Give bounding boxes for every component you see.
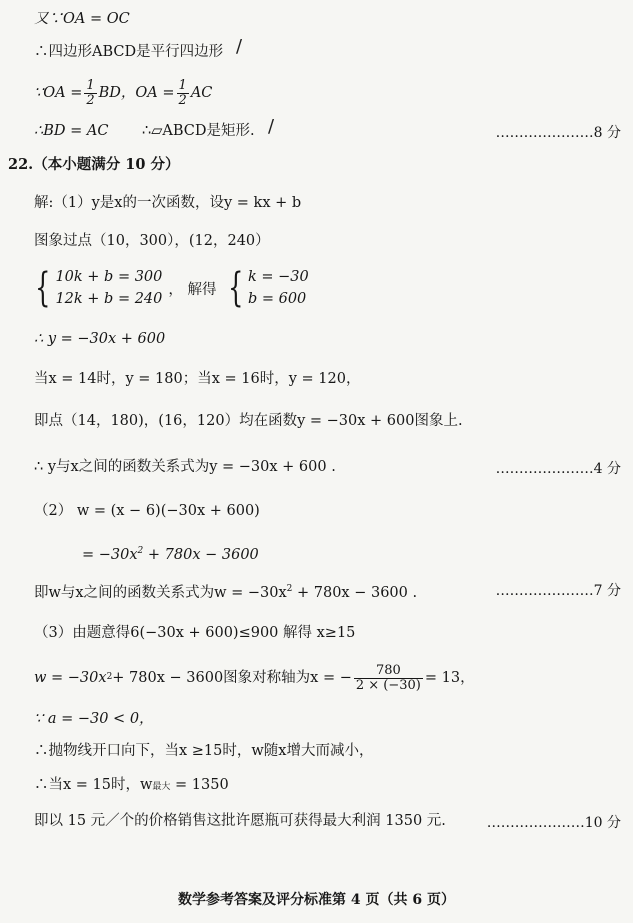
- expand-post: + 780x − 3600: [143, 546, 259, 563]
- half-eq-3: AC: [190, 85, 213, 101]
- line-parallelogram: ∴四边形ABCD是平行四边形: [34, 44, 224, 60]
- score-4: …………………4 分: [495, 461, 621, 477]
- frac-num: 1: [178, 77, 187, 93]
- solve-label: ， 解得: [168, 281, 217, 298]
- sol-k: k = −30: [247, 269, 309, 285]
- max-sub: 最大: [152, 782, 171, 792]
- frac-den: 2: [86, 92, 95, 108]
- line-half-diagonals: [34, 76, 212, 110]
- max-post: = 1350: [170, 777, 229, 793]
- line-parabola-down: ∴抛物线开口向下，当x ≥15时，w随x增大而减小，: [34, 743, 374, 759]
- axis-sup: 2: [106, 672, 113, 682]
- fraction-axis: [354, 664, 423, 693]
- score-7: …………………7 分: [495, 583, 621, 599]
- line-relation-w: [34, 580, 417, 602]
- line-part3-inequality: （3）由题意得6(−30x + 600)≤900 解得 x≥15: [34, 625, 356, 641]
- line-part2-expand: [82, 542, 259, 564]
- line-rectangle: ∴▱ABCD是矩形.: [142, 123, 255, 139]
- max-pre: ∴当x = 15时，w: [34, 777, 153, 793]
- axis-end: = 13，: [424, 670, 475, 686]
- frac-den: 2 × (−30): [355, 677, 421, 693]
- expand-pre: = −30x: [82, 546, 138, 563]
- line-points: 图象过点（10，300），(12，240）: [34, 233, 270, 249]
- half-eq-2: BD，OA =: [98, 85, 175, 101]
- fraction-half-1: [84, 79, 96, 108]
- frac-den: 2: [178, 92, 187, 108]
- line-points-on-graph: 即点（14，180)，(16，120）均在函数y = −30x + 600图象上.: [34, 413, 463, 429]
- line-check-values: 当x = 14时，y = 180；当x = 16时，y = 120，: [34, 371, 361, 387]
- line-a-negative: ∵ a = −30 < 0，: [34, 711, 154, 727]
- question-22-header: 22.（本小题满分 10 分）: [8, 156, 180, 173]
- relation-sup: 2: [286, 584, 293, 594]
- left-brace: {: [35, 265, 51, 311]
- line-relation-y: ∴ y与x之间的函数关系式为y = −30x + 600 .: [34, 459, 336, 475]
- handwritten-mark: /: [268, 116, 275, 137]
- system-lines: [55, 266, 162, 310]
- frac-num: 1: [86, 77, 95, 93]
- fraction-half-2: [177, 79, 189, 108]
- handwritten-mark: /: [236, 36, 243, 57]
- solution-lines: [248, 266, 309, 310]
- line-bd-ac: ∴BD = AC: [34, 123, 109, 139]
- line-solution-1: 解:（1）y是x的一次函数，设y = kx + b: [34, 195, 302, 211]
- equation-system: [30, 266, 309, 310]
- score-8: …………………8 分: [495, 125, 621, 141]
- sol-b: b = 600: [247, 291, 307, 307]
- axis-mid: + 780x − 3600图象对称轴为x = −: [112, 670, 352, 686]
- relation-post: + 780x − 3600 .: [292, 584, 418, 601]
- eq-1: 10k + b = 300: [55, 269, 163, 285]
- line-axis-of-symmetry: [34, 660, 475, 696]
- half-eq-1: ∵OA =: [34, 85, 83, 101]
- line-part2-w: （2） w = (x − 6)(−30x + 600): [34, 503, 260, 519]
- expand-sup: 2: [137, 546, 144, 556]
- frac-num: 780: [354, 664, 423, 679]
- score-10: …………………10 分: [486, 815, 621, 831]
- line-oa-oc: 又∵OA = OC: [34, 11, 130, 27]
- axis-pre: w = −30x: [34, 670, 107, 686]
- eq-2: 12k + b = 240: [55, 291, 163, 307]
- line-conclusion: 即以 15 元／个的价格销售这批许愿瓶可获得最大利润 1350 元.: [34, 813, 446, 829]
- line-function: ∴ y = −30x + 600: [34, 331, 166, 347]
- relation-pre: 即w与x之间的函数关系式为w = −30x: [34, 584, 287, 601]
- line-max-value: [34, 776, 229, 796]
- page-footer: 数学参考答案及评分标准第 4 页（共 6 页）: [178, 892, 455, 908]
- left-brace: {: [227, 265, 243, 311]
